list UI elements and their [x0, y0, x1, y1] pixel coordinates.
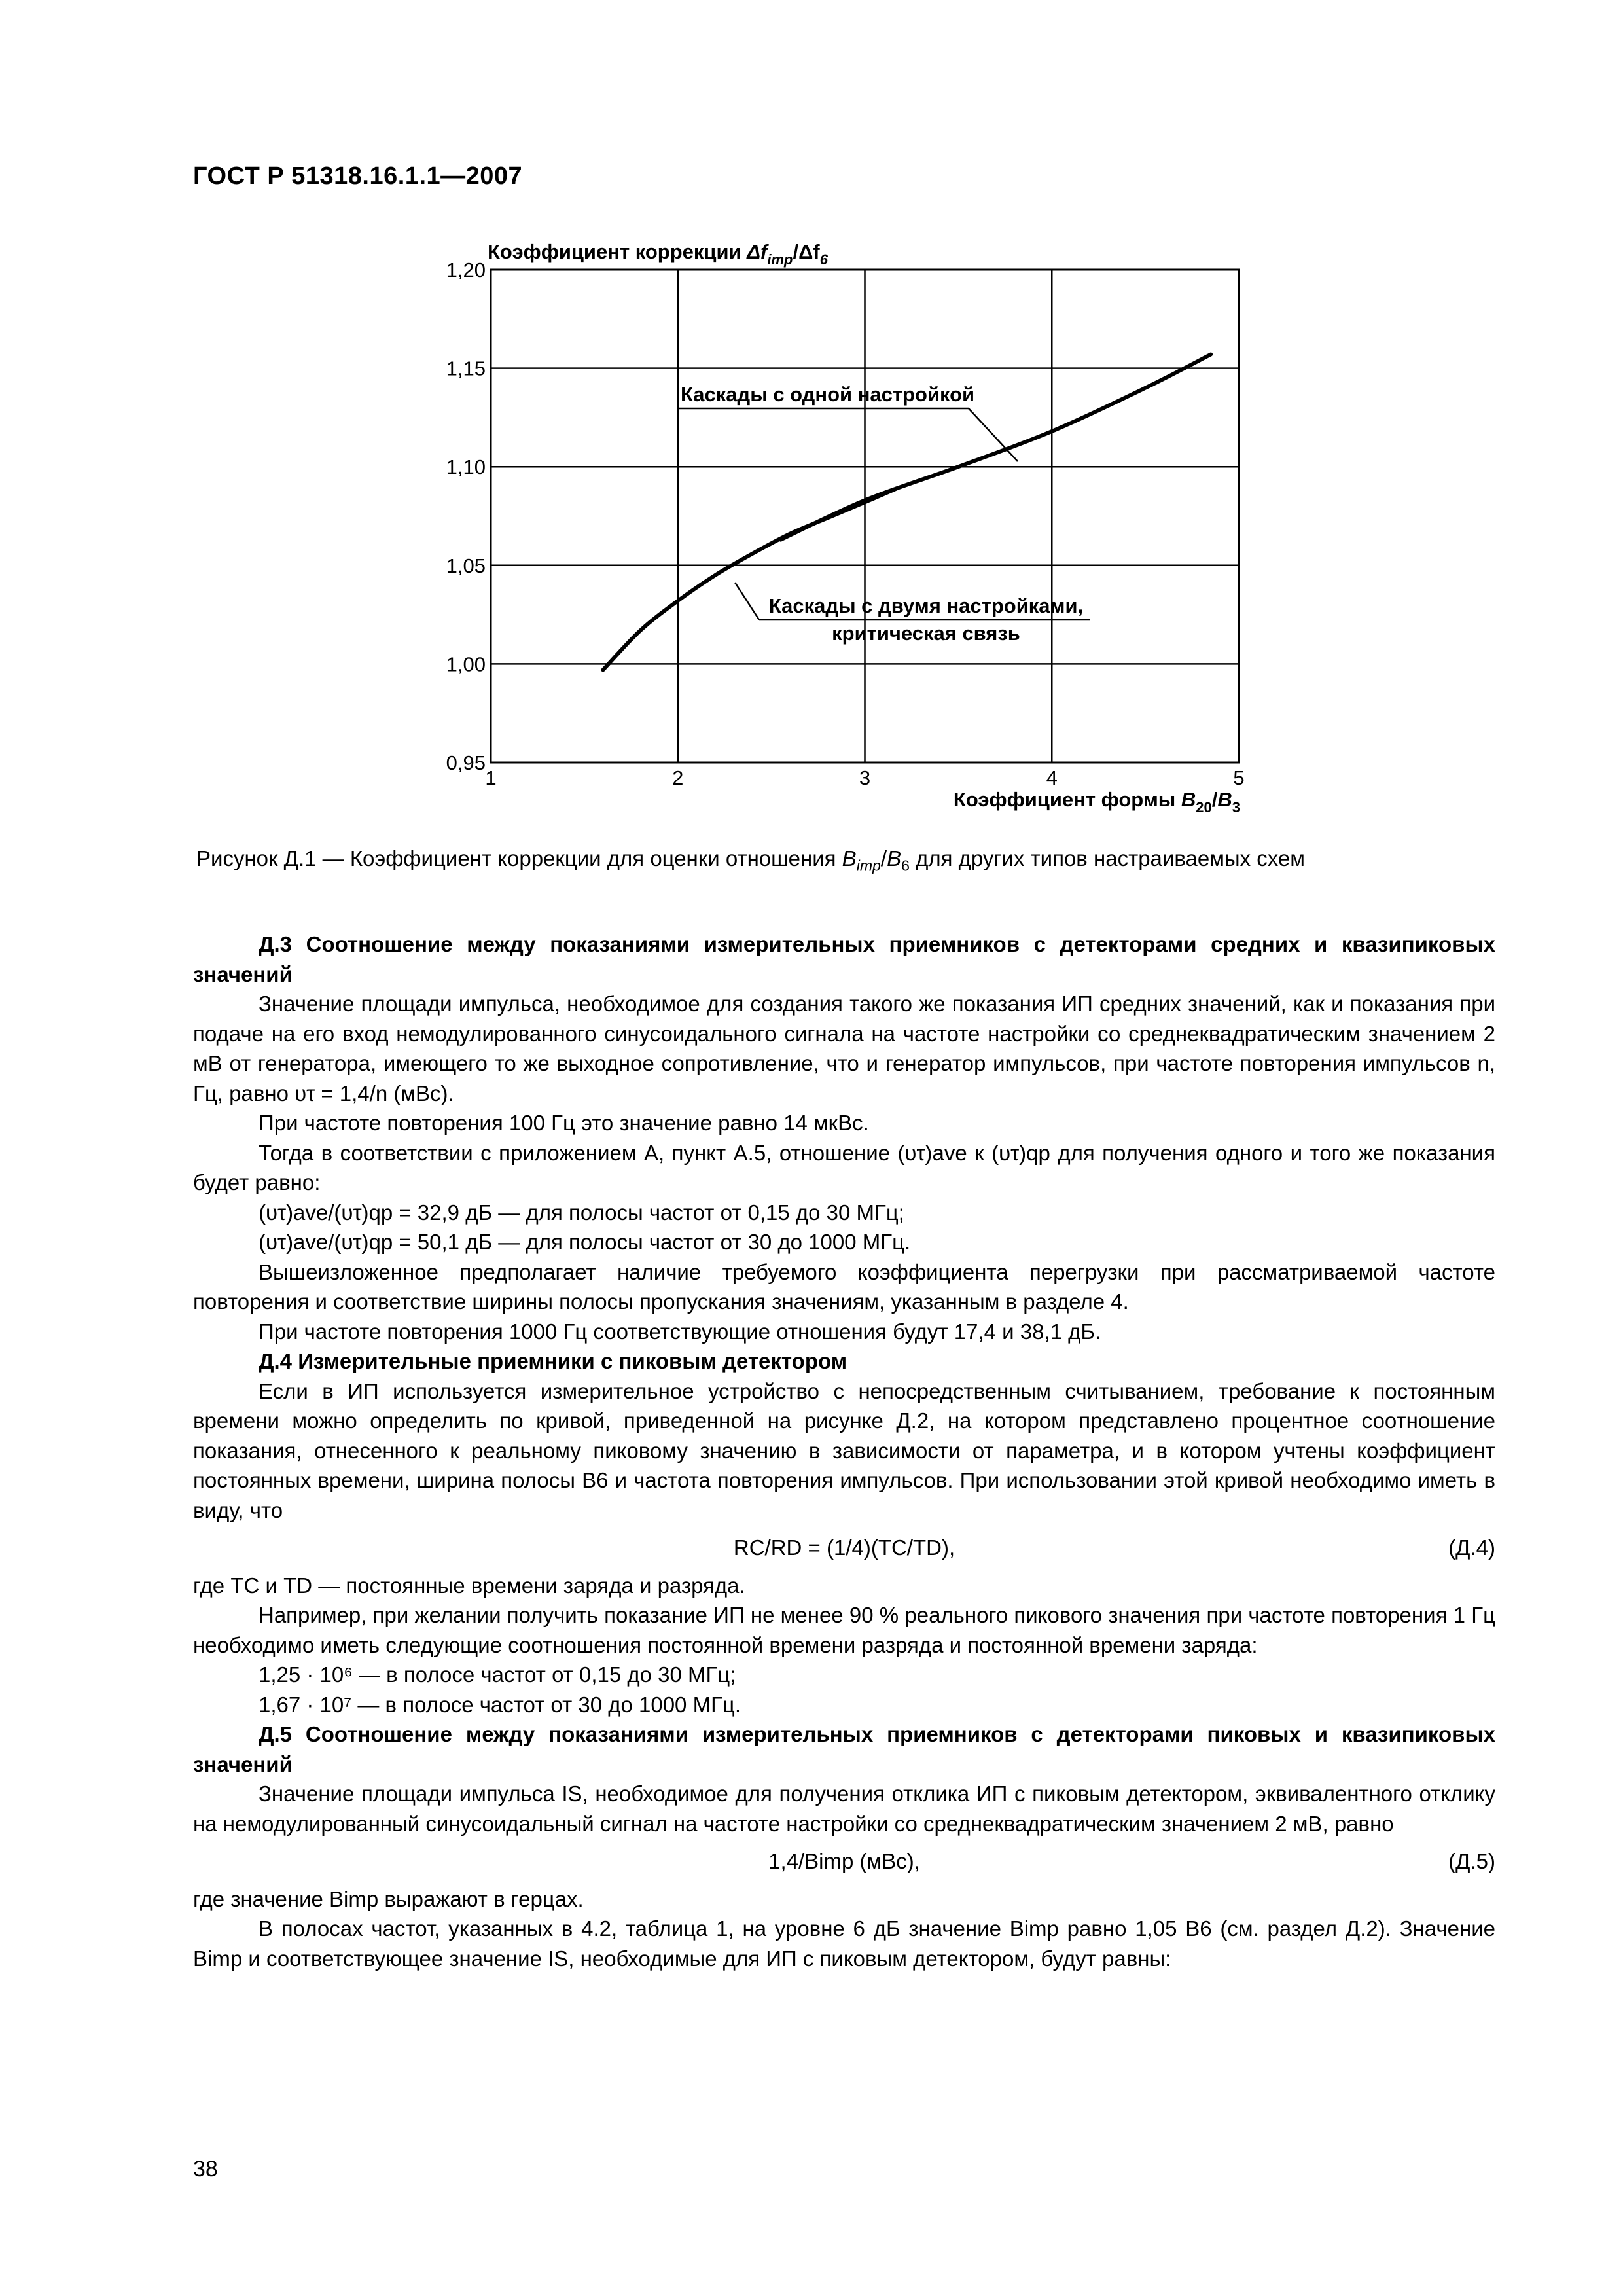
paragraph: При частоте повторения 100 Гц это значение равно 14 мкВс.	[259, 1111, 869, 1135]
y-axis-title: Коэффициент коррекции $\Delta f_{imp}/\Delta f_6$	[488, 240, 828, 268]
y-tick-label: 1,00	[446, 653, 486, 676]
x-tick-label: 3	[859, 766, 871, 789]
y-tick-label: 0,95	[446, 751, 486, 774]
formula-number: (Д.5)	[1448, 1849, 1495, 1873]
formula-d4	[193, 1533, 1495, 1563]
chart-ticks	[446, 259, 1245, 789]
paragraph: Вышеизложенное предполагает наличие требуемого коэффициента перегрузки при рассматриваемой частоте повторения и соответствие ширины полосы пропускания значениям, указанным в разделе 4.	[193, 1259, 1495, 1314]
formula-text: RC/RD = (1/4)(TC/TD),	[733, 1535, 955, 1560]
paragraph: Значение площади импульса, необходимое для создания такого же показания ИП средних значений, как и показания при подаче на его вход немодулированного синусоидального сигнала на частоте настройки со среднеквадратическим значением 2 мВ от генератора, имеющего то же выходное сопротивление, что и генератор импульсов, при частоте повторения импульсов n, Гц, равно υτ = 1,4/n (мВс).	[193, 992, 1495, 1105]
x-tick-label: 5	[1233, 766, 1245, 789]
y-tick-label: 1,15	[446, 357, 486, 380]
list-item: 1,25 · 10⁶ — в полосе частот от 0,15 до 30 МГц;	[259, 1662, 736, 1687]
y-tick-label: 1,20	[446, 259, 486, 281]
annotation-2-label-line2: критическая связь	[832, 622, 1020, 645]
formula-text: 1,4/Bimp (мВс),	[768, 1849, 920, 1873]
paragraph: Например, при желании получить показание ИП не менее 90 % реального пикового значения при частоте повторения 1 Гц необходимо иметь следующие соотношения постоянной времени разряда и постоянной времени заряда:	[193, 1603, 1495, 1657]
annotation-1-label: Каскады с одной настройкой	[681, 383, 975, 406]
chart-grid	[491, 270, 1239, 762]
y-tick-label: 1,05	[446, 554, 486, 577]
paragraph: где значение Bimp выражают в герцах.	[193, 1886, 584, 1911]
document-header: ГОСТ Р 51318.16.1.1—2007	[193, 162, 523, 190]
paragraph: Значение площади импульса IS, необходимое для получения отклика ИП с пиковым детектором, эквивалентного отклику на немодулированный синусоидальный сигнал на частоте настройки со среднеквадратическим значением 2 мВ, равно	[193, 1782, 1495, 1836]
annotation-2-label-line1: Каскады с двумя настройками,	[768, 594, 1084, 617]
x-axis-title: Коэффициент формы $B_{20}/B_3$	[953, 788, 1240, 816]
paragraph: Если в ИП используется измерительное устройство с непосредственным считыванием, требование к постоянным времени можно определить по кривой, приведенной на рисунке Д.2, на котором представлено процентное соотношение показания, отнесенного к реальному пиковому значению в зависимости от параметра, и в котором учтены коэффициент постоянных времени, ширина полосы B6 и частота повторения импульсов. При использовании этой кривой необходимо иметь в виду, что	[193, 1378, 1495, 1522]
y-tick-label: 1,10	[446, 456, 486, 479]
body-text	[193, 929, 1495, 1973]
section-d3-title: Д.3 Соотношение между показаниями измерительных приемников с детекторами средних и квазипиковых значений	[193, 932, 1495, 986]
paragraph: Тогда в соответствии с приложением А, пункт А.5, отношение (υτ)ave к (υτ)qp для получения одного и того же показания будет равно:	[193, 1140, 1495, 1194]
figure-caption: Рисунок Д.1 — Коэффициент коррекции для оценки отношения $B_{imp}/B_6$ для других типов настраиваемых схем	[196, 846, 1305, 874]
x-tick-label: 4	[1046, 766, 1058, 789]
paragraph: При частоте повторения 1000 Гц соответствующие отношения будут 17,4 и 38,1 дБ.	[259, 1319, 1101, 1344]
section-d4-title: Д.4 Измерительные приемники с пиковым детектором	[259, 1349, 847, 1373]
correction-factor-chart	[0, 0, 1623, 851]
x-tick-label: 2	[672, 766, 684, 789]
list-item: (υτ)ave/(υτ)qp = 50,1 дБ — для полосы частот от 30 до 1000 МГц.	[259, 1230, 911, 1254]
paragraph: где TC и TD — постоянные времени заряда и разряда.	[193, 1573, 745, 1598]
formula-number: (Д.4)	[1448, 1535, 1495, 1560]
formula-d5	[193, 1846, 1495, 1876]
x-tick-label: 1	[485, 766, 497, 789]
section-d5-title: Д.5 Соотношение между показаниями измерительных приемников с детекторами пиковых и квазипиковых значений	[193, 1722, 1495, 1776]
paragraph: В полосах частот, указанных в 4.2, таблица 1, на уровне 6 дБ значение Bimp равно 1,05 B6 (см. раздел Д.2). Значение Bimp и соответствующее значение IS, необходимые для ИП с пиковым детектором, будут равны:	[193, 1916, 1495, 1971]
list-item: (υτ)ave/(υτ)qp = 32,9 дБ — для полосы частот от 0,15 до 30 МГц;	[259, 1200, 904, 1225]
page-number: 38	[193, 2157, 218, 2181]
list-item: 1,67 · 10⁷ — в полосе частот от 30 до 1000 МГц.	[259, 1692, 741, 1717]
annotation-2-leader	[735, 583, 759, 620]
